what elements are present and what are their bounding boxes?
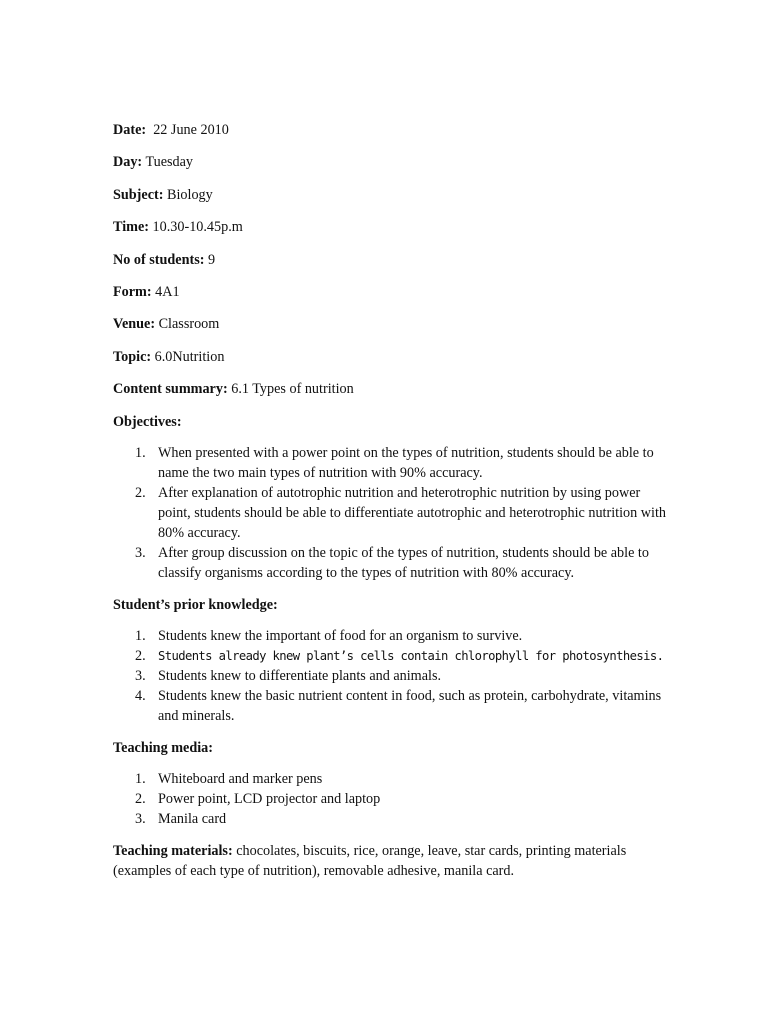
list-number: 2. <box>135 484 146 501</box>
day-value: Tuesday <box>142 154 194 171</box>
list-item <box>113 666 673 686</box>
list-number: 4. <box>135 687 146 704</box>
list-number: 1. <box>135 444 146 461</box>
day-field <box>113 152 673 172</box>
time-field <box>113 217 673 237</box>
content-summary-value: 6.1 Types of nutrition <box>227 381 354 398</box>
form-label: Form: <box>113 283 152 300</box>
time-label: Time: <box>113 219 149 236</box>
list-item <box>113 769 673 789</box>
list-number: 2. <box>135 790 146 807</box>
subject-label: Subject: <box>113 186 164 203</box>
list-item-text: Students knew to differentiate plants and animals. <box>158 667 442 684</box>
time-value: 10.30-10.45p.m <box>149 219 243 236</box>
teaching-materials-value: chocolates, biscuits, rice, orange, leave, star cards, printing materials (examples of each type of nutrition), removable adhesive, manila card. <box>113 842 627 879</box>
list-number: 1. <box>135 770 146 787</box>
list-item <box>113 789 673 809</box>
list-item-text: After group discussion on the topic of the types of nutrition, students should be able to classify organisms according to the types of nutrition with 80% accuracy. <box>158 544 649 581</box>
objectives-list <box>113 443 673 583</box>
prior-knowledge-heading: Student’s prior knowledge: <box>113 596 278 613</box>
content-summary-field <box>113 379 673 399</box>
list-number: 3. <box>135 667 146 684</box>
objectives-heading: Objectives: <box>113 413 182 430</box>
teaching-materials-label: Teaching materials: <box>113 842 233 859</box>
subject-field <box>113 185 673 205</box>
students-value: 9 <box>204 251 216 268</box>
venue-value: Classroom <box>155 316 220 333</box>
teaching-media-list <box>113 769 673 829</box>
topic-field <box>113 347 673 367</box>
students-field <box>113 250 673 270</box>
date-label: Date: <box>113 122 147 138</box>
teaching-materials-paragraph <box>113 841 673 881</box>
topic-value: 6.0Nutrition <box>151 348 225 365</box>
content-summary-label: Content summary: <box>113 381 228 398</box>
topic-label: Topic: <box>113 348 152 365</box>
list-item <box>113 646 673 666</box>
list-item <box>113 809 673 829</box>
list-item-text: Students knew the basic nutrient content in food, such as protein, carbohydrate, vitamins and minerals. <box>158 687 662 724</box>
form-field <box>113 282 673 302</box>
list-item-text: Manila card <box>158 810 227 827</box>
prior-knowledge-list <box>113 626 673 726</box>
list-item <box>113 686 673 726</box>
list-number: 1. <box>135 627 146 644</box>
list-item-text: Students knew the important of food for an organism to survive. <box>158 627 523 644</box>
students-label: No of students: <box>113 251 205 268</box>
list-number: 2. <box>135 647 146 664</box>
form-value: 4A1 <box>151 283 180 300</box>
lesson-plan <box>113 120 673 881</box>
date-value: 22 June 2010 <box>146 122 229 138</box>
venue-field <box>113 314 673 334</box>
list-number: 3. <box>135 544 146 561</box>
day-label: Day: <box>113 154 143 171</box>
list-item <box>113 626 673 646</box>
list-item-text: Power point, LCD projector and laptop <box>158 790 381 807</box>
date-field <box>113 120 673 140</box>
list-item-text: After explanation of autotrophic nutrition and heterotrophic nutrition by using power point, students should be able to differentiate autotrophic and heterotrophic nutrition with 80% accuracy. <box>158 484 667 541</box>
list-item-text: Students already knew plant’s cells contain chlorophyll for photosynthesis. <box>158 648 664 663</box>
list-item-text: Whiteboard and marker pens <box>158 770 323 787</box>
list-number: 3. <box>135 810 146 827</box>
list-item-text: When presented with a power point on the types of nutrition, students should be able to name the two main types of nutrition with 90% accuracy. <box>158 444 654 481</box>
list-item <box>113 543 673 583</box>
teaching-media-heading: Teaching media: <box>113 739 213 756</box>
list-item <box>113 483 673 543</box>
list-item <box>113 443 673 483</box>
venue-label: Venue: <box>113 316 156 333</box>
subject-value: Biology <box>163 186 213 203</box>
